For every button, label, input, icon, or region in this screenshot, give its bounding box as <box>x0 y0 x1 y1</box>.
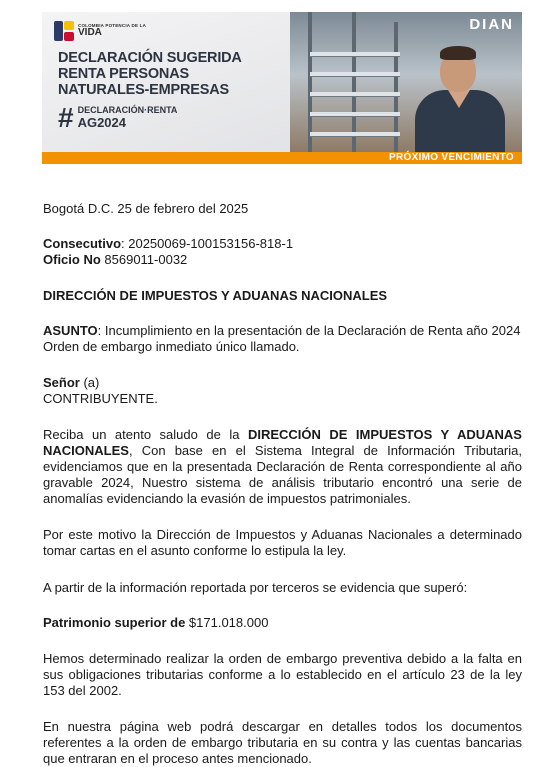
headline-line: RENTA PERSONAS <box>58 66 189 82</box>
intro-entity: DIRECCIÓN DE IMPUESTOS Y ADUANAS NACIONALES <box>43 427 522 458</box>
banner-text-panel <box>42 12 290 152</box>
asunto-paragraph <box>43 323 522 355</box>
hashtag-block <box>58 104 177 132</box>
salutation-line <box>43 375 522 391</box>
deadline-strip <box>42 152 522 164</box>
headline-line: NATURALES-EMPRESAS <box>58 82 229 98</box>
deadline-label: PRÓXIMO VENCIMIENTO <box>389 152 514 163</box>
promo-banner <box>42 12 522 164</box>
reason-paragraph: Por este motivo la Dirección de Impuestos y Aduanas Nacionales a determinado tomar cartas en el asunto conforme lo estipula la ley. <box>43 527 522 558</box>
embargo-paragraph: Hemos determinado realizar la orden de embargo preventiva debido a la falta en sus obligaciones tributarias conforme a lo establecido en el artículo 23 de la ley 153 del 2002. <box>43 651 522 698</box>
website-paragraph: En nuestra página web podrá descargar en detalles todos los documentos referentes a la orden de embargo tributaria en su contra y las cuentas bancarias que entraran en el proceso antes mencionado. <box>43 719 522 766</box>
dian-logo: DIAN <box>469 16 514 33</box>
hashtag-year: AG2024 <box>77 114 126 130</box>
letter-body <box>43 201 522 767</box>
oficio-line <box>43 252 522 268</box>
oficio-value: 8569011-0032 <box>100 252 188 267</box>
hashtag-icon: # <box>58 102 74 133</box>
asunto-text: : Incumplimiento en la presentación de la Declaración de Renta año 2024 Orden de embargo inmediato único llamado. <box>43 323 521 354</box>
brand-name: VIDA <box>78 27 102 39</box>
colombia-flag-icon <box>54 21 74 41</box>
hashtag-line: DECLARACIÓN·RENTA <box>77 105 178 116</box>
worker-photo <box>290 12 522 152</box>
brand-logo <box>54 21 146 41</box>
intro-paragraph <box>43 427 522 507</box>
banner-headline <box>58 50 242 98</box>
oficio-label: Oficio No <box>43 252 101 267</box>
consecutivo-value: : 20250069-100153156-818-1 <box>121 236 294 251</box>
brand-tagline: COLOMBIA POTENCIA DE LA <box>78 22 147 28</box>
headline-line: DECLARACIÓN SUGERIDA <box>58 50 242 66</box>
recipient: CONTRIBUYENTE. <box>43 391 158 406</box>
intro-start: Reciba un atento saludo de la <box>43 427 248 442</box>
senor-suffix: (a) <box>79 375 100 390</box>
letter-date: Bogotá D.C. 25 de febrero del 2025 <box>43 201 249 216</box>
consecutivo-line <box>43 236 522 252</box>
consecutivo-label: Consecutivo <box>43 236 122 251</box>
patrimonio-line <box>43 615 522 631</box>
senor-label: Señor <box>43 375 80 390</box>
entity-heading: DIRECCIÓN DE IMPUESTOS Y ADUANAS NACIONALES <box>43 288 388 303</box>
asunto-label: ASUNTO <box>43 323 98 338</box>
patrimonio-label: Patrimonio superior de <box>43 615 186 630</box>
third-party-paragraph: A partir de la información reportada por terceros se evidencia que superó: <box>43 580 468 595</box>
intro-rest: , Con base en el Sistema Integral de Información Tributaria, evidenciamos que en la presentada Declaración de Renta correspondiente al año gravable 2024, Nuestro sistema de análisis tributario encontró una serie de anomalías evidenciando la evasión de impuestos patrimoniales. <box>43 443 522 506</box>
patrimonio-value: $171.018.000 <box>185 615 269 630</box>
